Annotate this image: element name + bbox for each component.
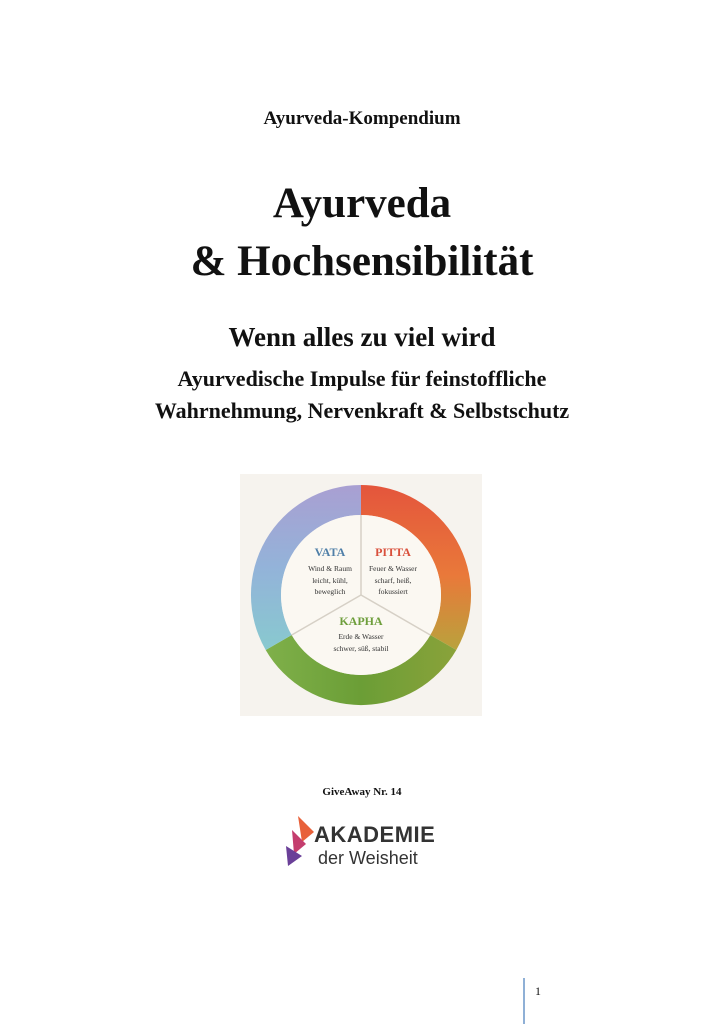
vata-traits-1: leicht, kühl, — [312, 576, 348, 585]
kapha-element: Erde & Wasser — [338, 632, 384, 641]
tagline-line-1: Ayurvedische Impulse für feinstoffliche — [177, 366, 547, 391]
series-kicker: Ayurveda-Kompendium — [263, 108, 461, 129]
logo-mark-icon — [284, 814, 318, 868]
pitta-traits-1: scharf, heiß, — [374, 576, 412, 585]
page-number: 1 — [535, 984, 541, 998]
logo-text-akademie: AKADEMIE — [314, 822, 436, 847]
dosha-wheel — [240, 474, 482, 716]
vata-label: VATA — [314, 545, 346, 559]
title-line-1: Ayurveda — [272, 180, 452, 227]
pitta-label: PITTA — [375, 545, 411, 559]
kapha-label: KAPHA — [339, 614, 383, 628]
vata-traits-2: beweglich — [314, 587, 346, 596]
dosha-wheel-figure — [240, 474, 482, 716]
pitta-element: Feuer & Wasser — [369, 564, 417, 573]
page-number-rule — [523, 978, 525, 1024]
vata-element: Wind & Raum — [308, 564, 352, 573]
giveaway-number: GiveAway Nr. 14 — [322, 786, 402, 798]
kapha-traits-1: schwer, süß, stabil — [333, 644, 389, 653]
tagline-line-2: Wahrnehmung, Nervenkraft & Selbstschutz — [154, 398, 570, 423]
subtitle: Wenn alles zu viel wird — [228, 322, 496, 352]
akademie-logo — [284, 812, 454, 872]
title-line-2: & Hochsensibilität — [190, 238, 534, 285]
pitta-traits-2: fokussiert — [378, 587, 408, 596]
logo-text-der-weisheit: der Weisheit — [318, 848, 418, 868]
